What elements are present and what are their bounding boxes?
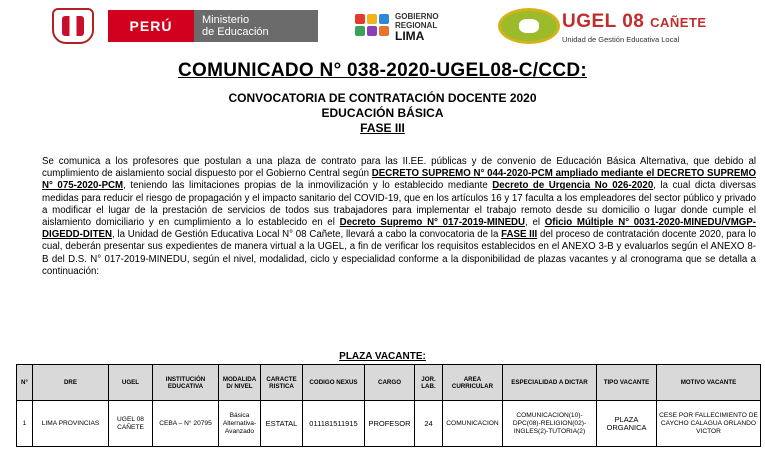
gobierno-regional-icon <box>355 14 391 42</box>
ugel-name: UGEL 08 <box>562 11 645 32</box>
decreto-supremo-ref: DECRETO SUPREMO N° 044-2020-PCM ampliado mediante el DECRETO SUPREMO N° 075-2020-PCM <box>42 168 756 192</box>
table-cell: LIMA PROVINCIAS <box>33 401 109 447</box>
peru-coat-of-arms-icon <box>52 8 94 44</box>
table-header: MOTIVO VACANTE <box>657 365 761 401</box>
body-text-5: , la Unidad de Gestión Educativa Local N° 08 Cañete, llevará a cabo la convocatoria de la <box>111 229 502 241</box>
table-header: JOR. LAB. <box>415 365 443 401</box>
ugel-subtitle: Unidad de Gestión Educativa Local <box>562 35 680 44</box>
ugel-emblem-icon <box>498 8 560 44</box>
ugel-logo-title <box>562 11 707 33</box>
table-cell: 24 <box>415 401 443 447</box>
plaza-vacante-title: PLAZA VACANTE: <box>339 351 426 362</box>
gobierno-line3: LIMA <box>395 29 425 43</box>
document-subtitle-educacion: EDUCACIÓN BÁSICA <box>321 106 444 120</box>
table-header: CODIGO NEXUS <box>303 365 365 401</box>
table-header: CARGO <box>365 365 415 401</box>
oficio-multiple-ref: Oficio Múltiple N° 0031-2020-MINEDU/VMGP-DIGEDD-DITEN <box>42 217 756 241</box>
decreto-017-ref: Decreto Supremo N° 017-2019-MINEDU <box>339 217 526 229</box>
table-row <box>17 401 761 447</box>
table-header: AREA CURRICULAR <box>443 365 503 401</box>
table-cell: CEBA – N° 20795 <box>153 401 219 447</box>
body-text-4: , el <box>525 217 545 229</box>
gobierno-line1: GOBIERNO <box>395 12 439 21</box>
body-paragraph <box>42 156 756 278</box>
ministerio-logo <box>194 10 318 42</box>
peru-label: PERÚ <box>129 18 173 34</box>
table-header: N° <box>17 365 33 401</box>
table-header: TIPO VACANTE <box>597 365 657 401</box>
table-header: INSTITUCIÓN EDUCATIVA <box>153 365 219 401</box>
table-cell: COMUNICACION(10)-DPC(08)-RELIGION(02)-INGLES(2)-TUTORIA(2) <box>503 401 597 447</box>
document-subtitle-fase: FASE III <box>360 121 405 135</box>
table-cell: PLAZA ORGANICA <box>597 401 657 447</box>
decreto-urgencia-ref: Decreto de Urgencia No 026-2020 <box>492 180 654 192</box>
table-header: MODALIDA D/ NIVEL <box>219 365 261 401</box>
ministerio-line1: Ministerio <box>202 14 250 26</box>
gobierno-line2: REGIONAL <box>395 21 438 30</box>
peru-logo <box>108 10 194 42</box>
body-text-3: , la cual dicta diversas medidas para reducir el riesgo de propagación y el impacto sanitario del COVID-19, que en los artículos 16 y 17 faculta a los empleadores del sector público y privado a modificar el lugar de la prestación de servicios de todos sus trabajadores para implementar el trabajo remoto desde su domicilio o lugar donde cumple el aislamiento domiciliario y en cumplimiento a lo establecido en el <box>42 180 756 229</box>
table-cell: PROFESOR <box>365 401 415 447</box>
table-header-row <box>17 365 761 401</box>
table-cell: ESTATAL <box>261 401 303 447</box>
plaza-vacante-table <box>16 364 761 447</box>
table-cell: Básica Alternativa-Avanzado <box>219 401 261 447</box>
body-text-2: , teniendo las limitaciones propias de la inmovilización y lo establecido mediante <box>123 180 493 192</box>
table-cell: 1 <box>17 401 33 447</box>
table-cell: 011181511915 <box>303 401 365 447</box>
gobierno-regional-logo <box>395 12 439 43</box>
table-cell: CESE POR FALLECIMIENTO DE CAYCHO CALAGUA ORLANDO VICTOR <box>657 401 761 447</box>
body-text-1: Se comunica a los profesores que postulan a una plaza de contrato para las II.EE. públicas y de convenio de Educación Básica Alternativa, que debido al cumplimiento de aislamiento social dispuesto por el Gobierno Central según <box>42 156 756 180</box>
body-text-6: del proceso de contratación docente 2020, para lo cual, deberán presentar sus expedientes de manera virtual a la UGEL, a fin de verificar los requisitos establecidos en el ANEXO 3-B y evaluarlos según el ANEXO 8-B del D.S. N° 017-2019-MINEDU, según el nivel, modalidad, ciclo y especialidad conforme a la disponibilidad de plazas vacantes y al cronograma que se detalla a continuación: <box>42 229 756 277</box>
document-subtitle-convocatoria: CONVOCATORIA DE CONTRATACIÓN DOCENTE 2020 <box>228 91 537 105</box>
table-header: CARACTE RISTICA <box>261 365 303 401</box>
ugel-city: CAÑETE <box>650 15 707 30</box>
table-cell: COMUNICACION <box>443 401 503 447</box>
fase-ref: FASE III <box>501 229 538 241</box>
table-header: DRE <box>33 365 109 401</box>
ministerio-line2: de Educación <box>202 26 269 38</box>
table-header: ESPECIALIDAD A DICTAR <box>503 365 597 401</box>
table-header: UGEL <box>109 365 153 401</box>
header-logos <box>0 6 765 46</box>
document-title: COMUNICADO N° 038-2020-UGEL08-C/CCD: <box>177 60 588 81</box>
table-cell: UGEL 08 CAÑETE <box>109 401 153 447</box>
